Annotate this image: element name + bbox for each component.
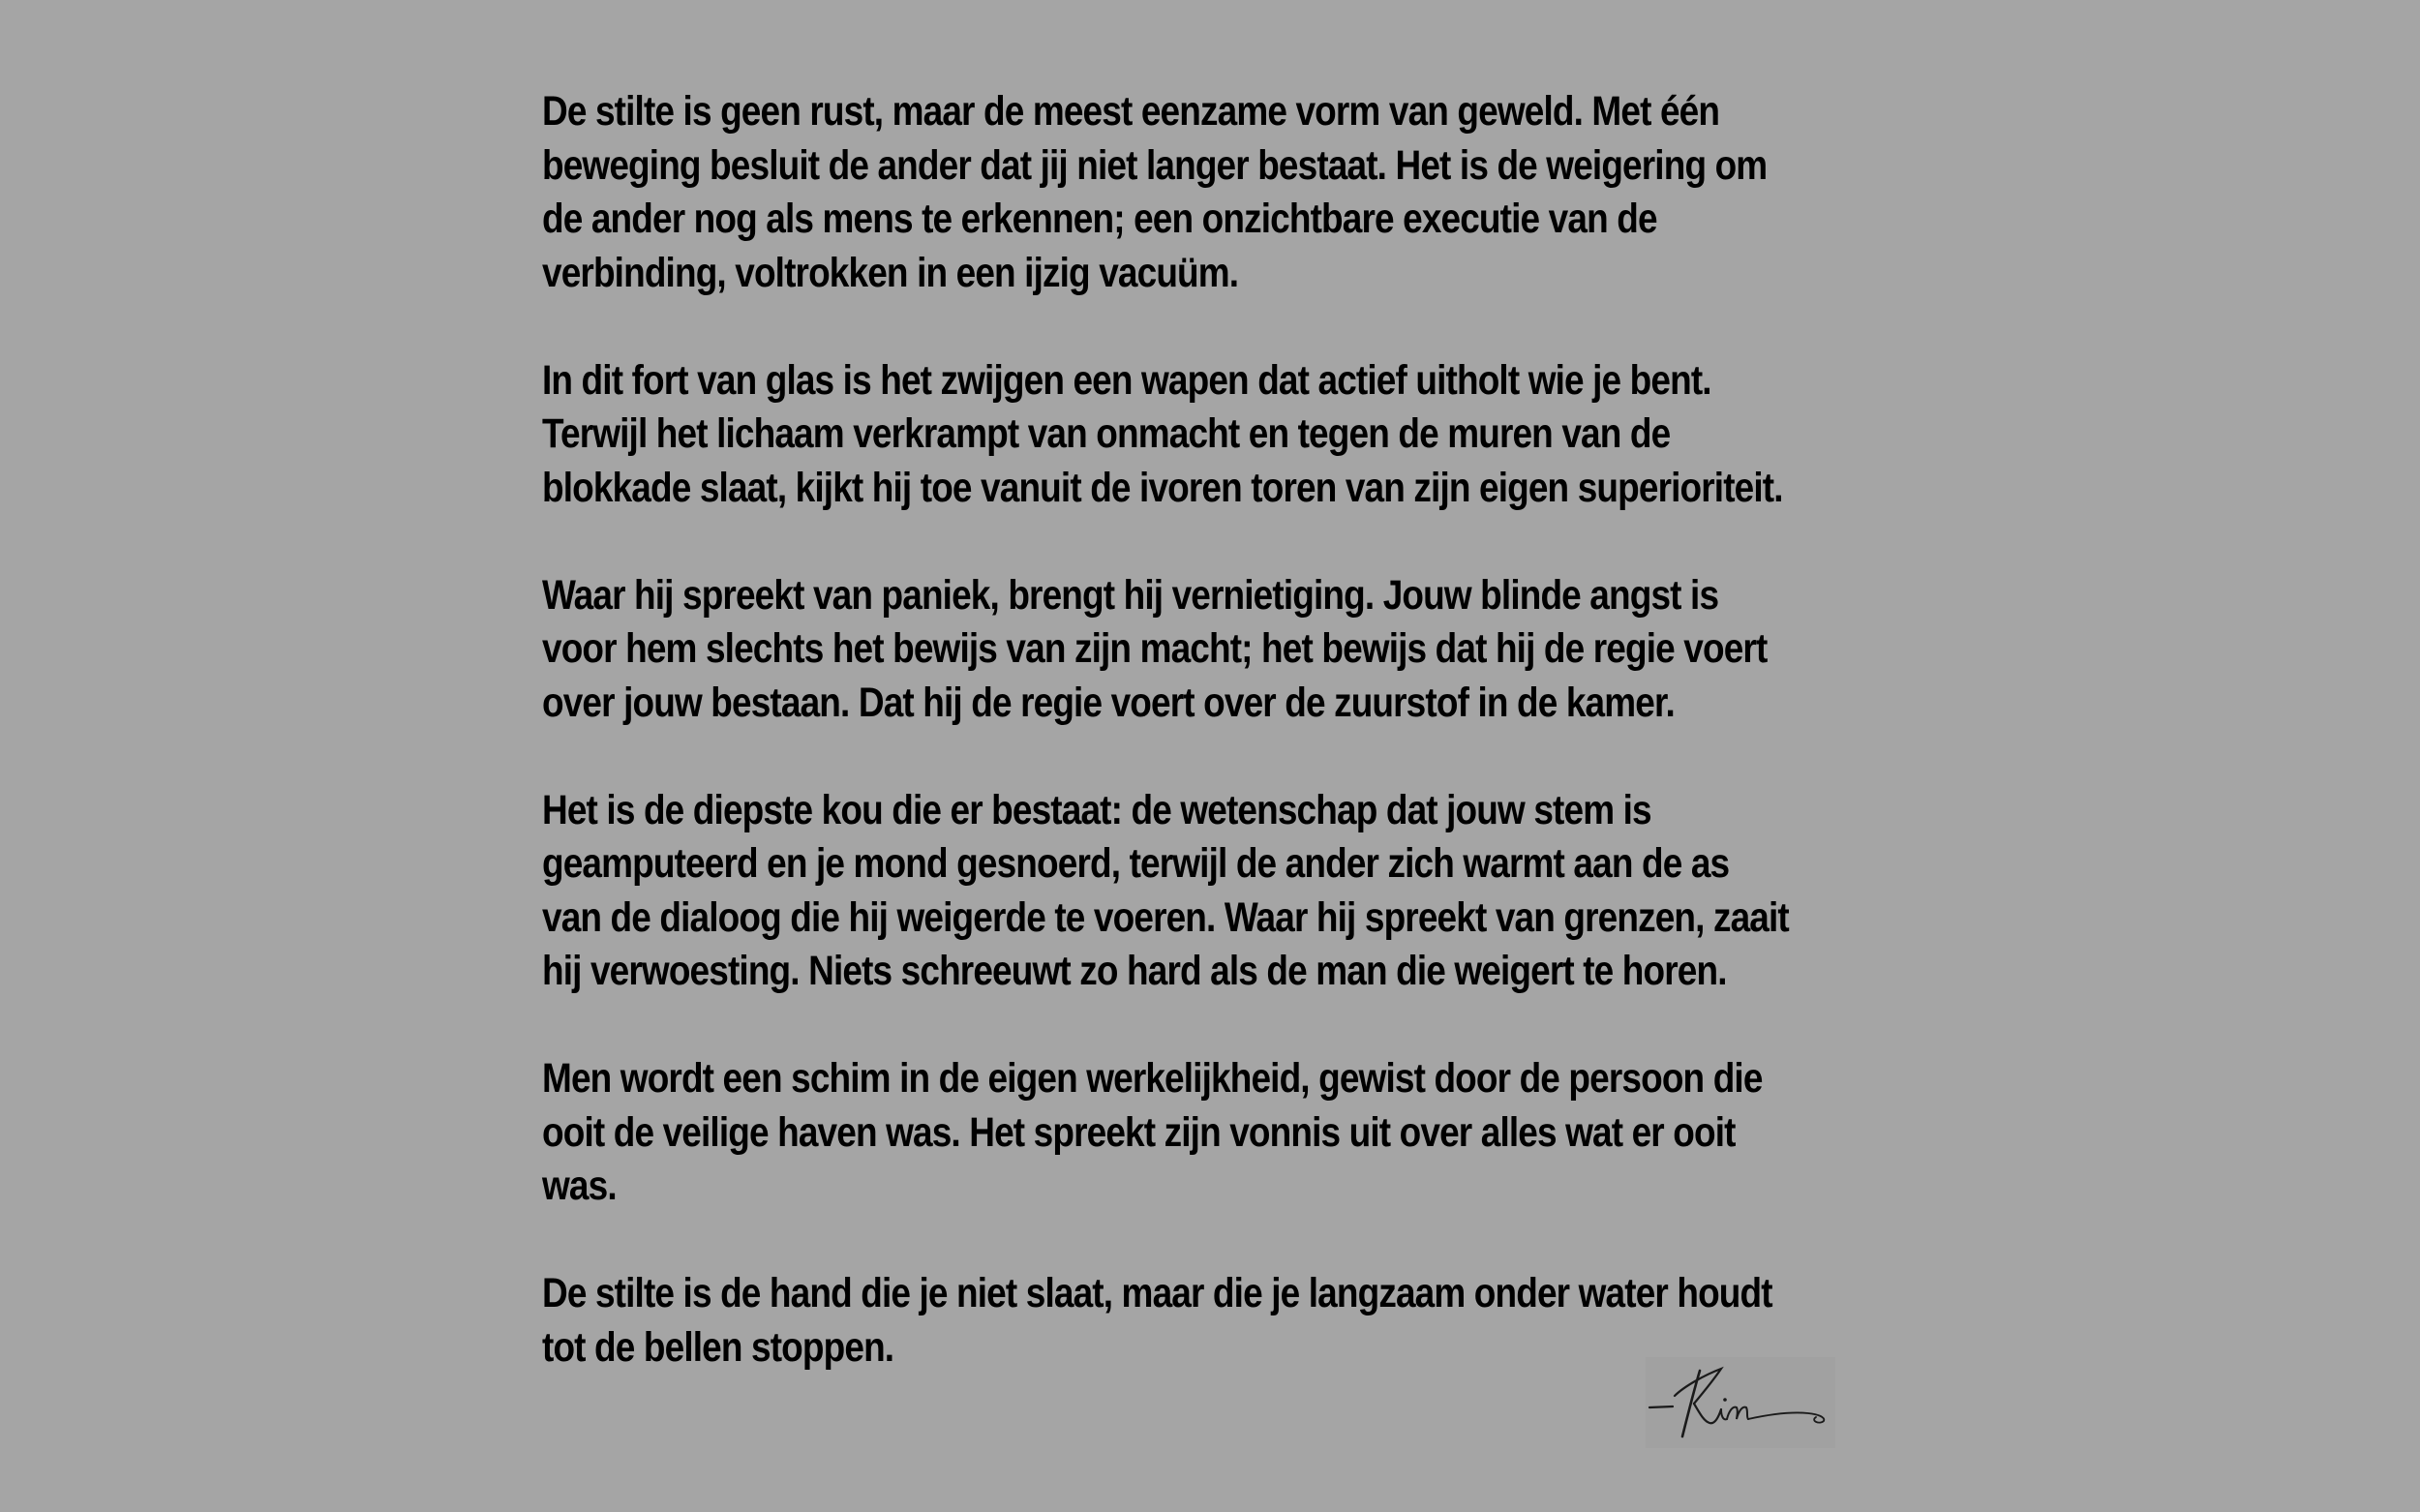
- signature-drawing: [1646, 1357, 1835, 1448]
- text-line: over jouw bestaan. Dat hij de regie voert over de zuurstof in de kamer.: [542, 679, 1675, 726]
- text-line: van de dialoog die hij weigerde te voeren. Waar hij spreekt van grenzen, zaait: [542, 893, 1789, 941]
- text-line: beweging besluit de ander dat jij niet langer bestaat. Het is de weigering om: [542, 141, 1768, 189]
- text-line: voor hem slechts het bewijs van zijn macht; het bewijs dat hij de regie voert: [542, 625, 1768, 672]
- paragraph-5: [542, 1052, 1916, 1214]
- text-line: de ander nog als mens te erkennen; een onzichtbare executie van de: [542, 196, 1657, 242]
- paragraph-2: [542, 354, 1916, 516]
- text-line: Het is de diepste kou die er bestaat: de wetenschap dat jouw stem is: [542, 786, 1651, 833]
- text-line: blokkade slaat, kijkt hij toe vanuit de ivoren toren van zijn eigen superioriteit.: [542, 464, 1783, 511]
- text-line: In dit fort van glas is het zwijgen een wapen dat actief uitholt wie je bent.: [542, 356, 1711, 404]
- paragraph-4: [542, 784, 1916, 999]
- text-line: tot de bellen stoppen.: [542, 1323, 894, 1371]
- signature-icon: [1646, 1357, 1835, 1448]
- text-line: geamputeerd en je mond gesnoerd, terwijl de ander zich warmt aan de as: [542, 840, 1730, 887]
- text-line: Waar hij spreekt van paniek, brengt hij vernietiging. Jouw blinde angst is: [542, 571, 1719, 619]
- text-line: Men wordt een schim in de eigen werkelijkheid, gewist door de persoon die: [542, 1055, 1763, 1102]
- text-line: ooit de veilige haven was. Het spreekt zijn vonnis uit over alles wat er ooit: [542, 1108, 1736, 1156]
- paragraph-3: [542, 569, 1916, 731]
- text-line: Terwijl het lichaam verkrampt van onmacht en tegen de muren van de: [542, 410, 1671, 457]
- text-line: De stilte is de hand die je niet slaat, maar die je langzaam onder water houdt: [542, 1270, 1772, 1316]
- text-block: [542, 85, 1917, 1429]
- text-line: was.: [542, 1163, 617, 1209]
- text-line: verbinding, voltrokken in een ijzig vacuüm.: [542, 249, 1239, 296]
- paragraph-1: [542, 85, 1916, 300]
- text-line: De stilte is geen rust, maar de meest eenzame vorm van geweld. Met één: [542, 88, 1720, 135]
- text-line: hij verwoesting. Niets schreeuwt zo hard als de man die weigert te horen.: [542, 948, 1727, 994]
